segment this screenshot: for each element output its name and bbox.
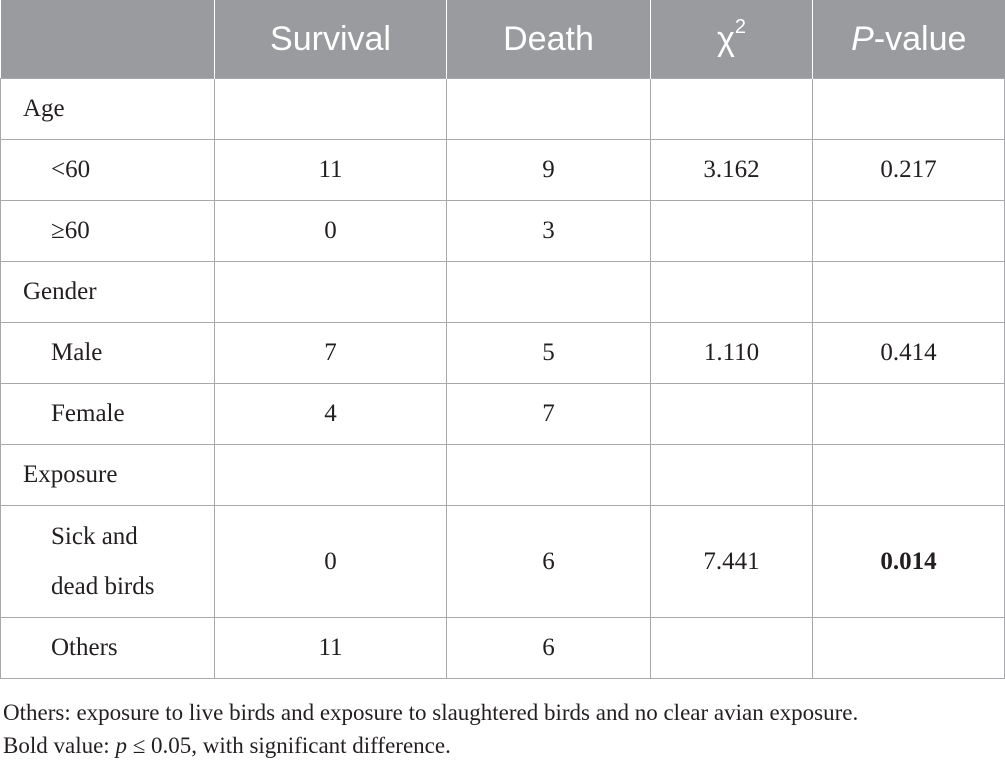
- row-label: [1, 506, 215, 618]
- table-row: [1, 262, 1005, 323]
- row-label-line1: Sick and: [51, 522, 138, 550]
- table-row: [1, 79, 1005, 140]
- table-notes: [3, 696, 858, 762]
- note-bold-prefix: Bold value:: [3, 733, 116, 758]
- cell-survival: [215, 262, 447, 323]
- cell-chi2: 3.162: [651, 140, 813, 201]
- row-label-line2: dead birds: [51, 572, 155, 600]
- header-p-value: [813, 0, 1005, 79]
- cell-death: [447, 445, 651, 506]
- cell-survival: [215, 79, 447, 140]
- cell-survival: 11: [215, 618, 447, 679]
- cell-chi2: 1.110: [651, 323, 813, 384]
- cell-p: 0.414: [813, 323, 1005, 384]
- note-others: Others: exposure to live birds and exposure to slaughtered birds and no clear avian exposure.: [3, 700, 859, 725]
- table-row: [1, 323, 1005, 384]
- row-label: Others: [1, 618, 215, 679]
- note-p-italic: p: [115, 733, 127, 758]
- header-survival: Survival: [215, 0, 447, 79]
- cell-death: 5: [447, 323, 651, 384]
- cell-p: [813, 201, 1005, 262]
- cell-chi2: [651, 79, 813, 140]
- cell-survival: 4: [215, 384, 447, 445]
- cell-survival: 7: [215, 323, 447, 384]
- cell-chi2: 7.441: [651, 506, 813, 618]
- cell-p: [813, 618, 1005, 679]
- header-death: Death: [447, 0, 651, 79]
- cell-p: [813, 384, 1005, 445]
- row-label: Age: [1, 79, 215, 140]
- cell-p: [813, 79, 1005, 140]
- cell-chi2: [651, 445, 813, 506]
- cell-survival: 11: [215, 140, 447, 201]
- cell-chi2: [651, 262, 813, 323]
- cell-death: [447, 262, 651, 323]
- chi-superscript: 2: [734, 16, 746, 39]
- cell-death: 9: [447, 140, 651, 201]
- cell-survival: 0: [215, 506, 447, 618]
- table-row: [1, 201, 1005, 262]
- row-label: Male: [1, 323, 215, 384]
- cell-p: [813, 262, 1005, 323]
- cell-death: 7: [447, 384, 651, 445]
- p-rest: -value: [873, 19, 967, 58]
- cell-chi2: [651, 618, 813, 679]
- cell-p: 0.217: [813, 140, 1005, 201]
- cell-death: 6: [447, 506, 651, 618]
- row-label: ≥60: [1, 201, 215, 262]
- table-row: [1, 506, 1005, 618]
- cell-death: 6: [447, 618, 651, 679]
- cell-p-significant: 0.014: [813, 506, 1005, 618]
- cell-chi2: [651, 201, 813, 262]
- cell-death: [447, 79, 651, 140]
- p-italic: P: [851, 19, 874, 58]
- chi-symbol: χ: [717, 19, 735, 58]
- table-row: [1, 384, 1005, 445]
- row-label: <60: [1, 140, 215, 201]
- table-row: [1, 618, 1005, 679]
- cell-death: 3: [447, 201, 651, 262]
- table-header: [1, 0, 1005, 79]
- cell-survival: [215, 445, 447, 506]
- header-blank: [1, 0, 215, 79]
- table-row: [1, 140, 1005, 201]
- header-chi-square: [651, 0, 813, 79]
- cell-survival: 0: [215, 201, 447, 262]
- row-label: Exposure: [1, 445, 215, 506]
- cell-p: [813, 445, 1005, 506]
- row-label: Female: [1, 384, 215, 445]
- cell-chi2: [651, 384, 813, 445]
- table-row: [1, 445, 1005, 506]
- note-bold: [3, 729, 858, 762]
- note-bold-rest: ≤ 0.05, with significant difference.: [126, 733, 451, 758]
- row-label: Gender: [1, 262, 215, 323]
